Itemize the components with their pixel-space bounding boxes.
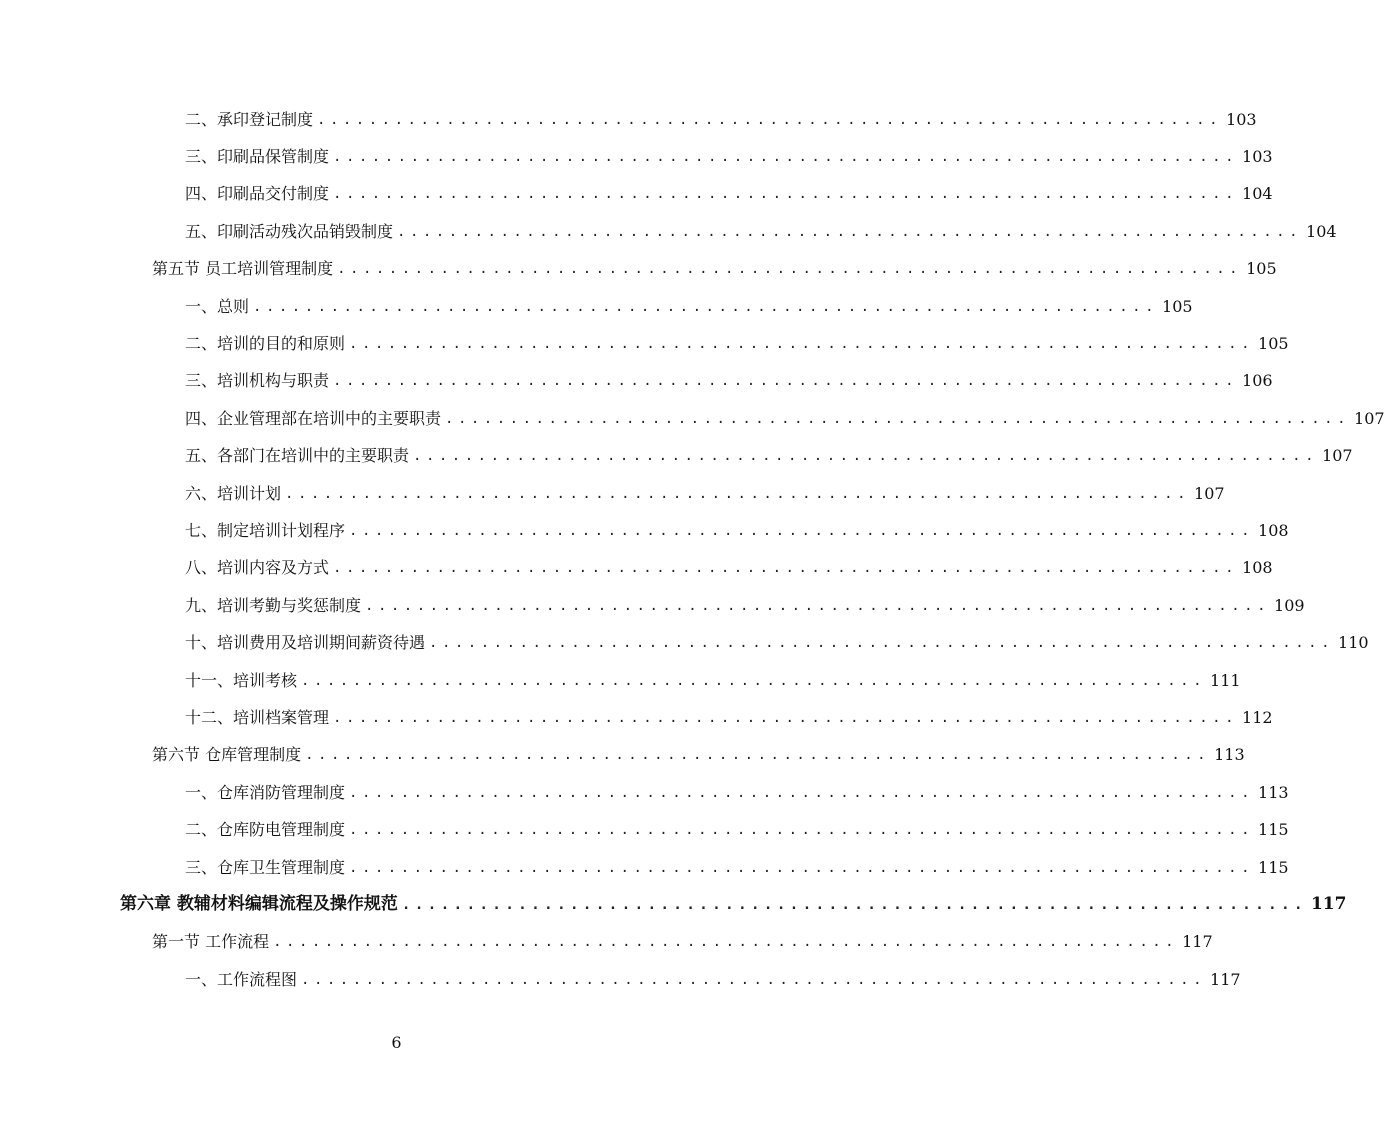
toc-dot-leader: ...................................................................... (349, 784, 1255, 801)
toc-dot-leader: ...................................................................... (333, 148, 1239, 165)
toc-entry-page: 105 (1246, 259, 1277, 279)
toc-entry-title: 第五节 员工培训管理制度 (152, 259, 334, 279)
toc-entry-title: 三、仓库卫生管理制度 (185, 857, 346, 877)
toc-entry-page: 105 (1162, 296, 1193, 316)
toc-entry (185, 961, 1241, 998)
toc-entry-title: 十、培训费用及培训期间薪资待遇 (185, 633, 426, 653)
toc-entry-title: 第一节 工作流程 (152, 932, 270, 952)
toc-dot-leader: ...................................................................... (301, 672, 1207, 689)
toc-entry-title: 五、各部门在培训中的主要职责 (185, 446, 410, 466)
toc-dot-leader: ...................................................................... (337, 261, 1243, 278)
toc-entry (185, 774, 1289, 811)
toc-dot-leader: ...................................................................... (333, 186, 1239, 203)
toc-entry (185, 363, 1273, 400)
toc-entry-page: 117 (1310, 894, 1347, 915)
toc-entry-title: 一、工作流程图 (185, 969, 298, 989)
toc-dot-leader: ...................................................................... (333, 709, 1239, 726)
toc-entry-page: 108 (1242, 558, 1273, 578)
toc-entry-page: 111 (1210, 670, 1241, 690)
toc-chapter-entry (120, 886, 1347, 923)
toc-entry (185, 699, 1273, 736)
toc-entry-page: 104 (1306, 221, 1337, 241)
toc-entry-title: 五、印刷活动残次品销毁制度 (185, 221, 394, 241)
toc-dot-leader: ...................................................................... (349, 522, 1255, 539)
toc-entry (185, 550, 1273, 587)
toc-entry-page: 106 (1242, 371, 1273, 391)
toc-entry (185, 400, 1385, 437)
toc-entry-page: 115 (1258, 857, 1289, 877)
toc-entry-page: 115 (1258, 820, 1289, 840)
toc-entry-title: 十二、培训档案管理 (185, 707, 330, 727)
toc-dot-leader: ...................................................................... (285, 485, 1191, 502)
toc-dot-leader: ...................................................................... (305, 747, 1211, 764)
toc-entry (185, 176, 1273, 213)
toc-dot-leader: ...................................................................... (253, 298, 1159, 315)
toc-entry-title: 一、总则 (185, 296, 250, 316)
toc-section-entry (152, 924, 1213, 961)
toc-entry (185, 438, 1353, 475)
toc-section-entry (152, 737, 1245, 774)
toc-entry (185, 662, 1241, 699)
toc-entry (185, 512, 1289, 549)
toc-entry (185, 849, 1289, 886)
toc-entry-page: 113 (1258, 782, 1289, 802)
toc-entry-title: 七、制定培训计划程序 (185, 520, 346, 540)
toc-entry-title: 二、仓库防电管理制度 (185, 820, 346, 840)
toc-entry-page: 117 (1210, 969, 1241, 989)
toc-entry (185, 288, 1193, 325)
toc-entry-title: 四、印刷品交付制度 (185, 184, 330, 204)
toc-dot-leader: ...................................................................... (349, 335, 1255, 352)
toc-entry-title: 一、仓库消防管理制度 (185, 782, 346, 802)
toc-entry (185, 325, 1289, 362)
toc-dot-leader: ...................................................................... (445, 410, 1351, 427)
toc-entry-title: 三、印刷品保管制度 (185, 146, 330, 166)
toc-dot-leader: ...................................................................... (349, 822, 1255, 839)
toc-entry-page: 107 (1354, 408, 1385, 428)
toc-dot-leader: ...................................................................... (349, 859, 1255, 876)
toc-entry-title: 三、培训机构与职责 (185, 371, 330, 391)
toc-entry (185, 213, 1337, 250)
toc-entry-page: 113 (1214, 745, 1245, 765)
toc-entry-page: 103 (1242, 146, 1273, 166)
toc-entry-page: 104 (1242, 184, 1273, 204)
toc-entry (185, 101, 1257, 138)
toc-section-entry (152, 251, 1277, 288)
toc-entry-page: 107 (1194, 483, 1225, 503)
toc-dot-leader: ...................................................................... (429, 635, 1335, 652)
toc-entry-title: 九、培训考勤与奖惩制度 (185, 595, 362, 615)
toc-dot-leader: ...................................................................... (273, 934, 1179, 951)
toc-entry-title: 十一、培训考核 (185, 670, 298, 690)
toc-entry (185, 475, 1225, 512)
toc-entry (185, 138, 1273, 175)
toc-entry-page: 108 (1258, 520, 1289, 540)
toc-entry-title: 八、培训内容及方式 (185, 558, 330, 578)
page-number: 6 (391, 1033, 402, 1052)
toc-entry (185, 625, 1369, 662)
toc-dot-leader: ...................................................................... (413, 448, 1319, 465)
toc-dot-leader: ...................................................................... (317, 111, 1223, 128)
toc-dot-leader: ...................................................................... (301, 971, 1207, 988)
toc-entry (185, 812, 1289, 849)
toc-entry-page: 109 (1274, 595, 1305, 615)
toc-entry-title: 六、培训计划 (185, 483, 282, 503)
toc-entry-page: 105 (1258, 333, 1289, 353)
toc-entry-page: 103 (1226, 109, 1257, 129)
toc-entry-page: 117 (1182, 932, 1213, 952)
toc-entry-title: 二、培训的目的和原则 (185, 333, 346, 353)
toc-entry-title: 四、企业管理部在培训中的主要职责 (185, 408, 442, 428)
toc-entry (185, 587, 1305, 624)
toc-entry-page: 112 (1242, 707, 1273, 727)
toc-entry-title: 第六章 教辅材料编辑流程及操作规范 (120, 894, 398, 915)
toc-entry-title: 第六节 仓库管理制度 (152, 745, 302, 765)
toc-entry-title: 二、承印登记制度 (185, 109, 314, 129)
toc-dot-leader: ...................................................................... (401, 896, 1307, 913)
toc-dot-leader: ...................................................................... (333, 373, 1239, 390)
toc-dot-leader: ...................................................................... (333, 560, 1239, 577)
toc-entry-page: 110 (1338, 633, 1369, 653)
toc-dot-leader: ...................................................................... (397, 223, 1303, 240)
toc-entry-page: 107 (1322, 446, 1353, 466)
toc-dot-leader: ...................................................................... (365, 597, 1271, 614)
